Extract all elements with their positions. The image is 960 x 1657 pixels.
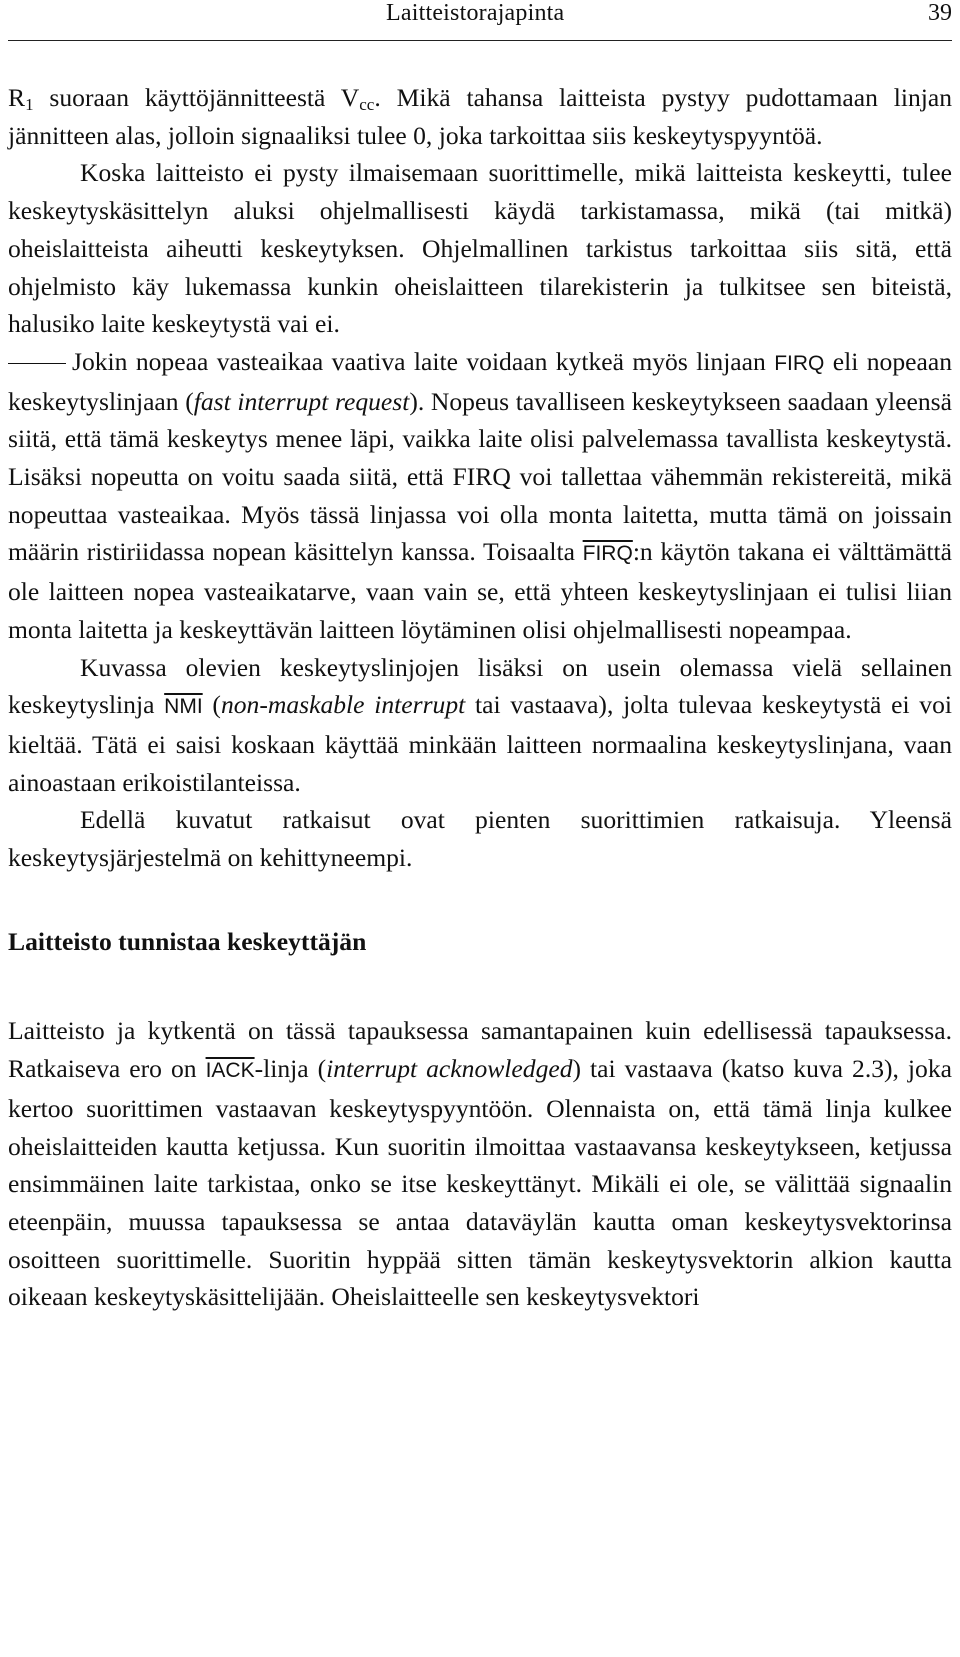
subscript: 1 — [25, 95, 34, 114]
text-run: suoraan käyttöjännitteestä V — [33, 83, 360, 112]
paragraph-2: Koska laitteisto ei pysty ilmaisemaan suorittimelle, mikä laitteista keskeytti, tulee keskeytyskäsittelyn aluksi ohjelmallisesti käydä tarkistamassa, mikä (tai mitkä) oheislaitteista aiheutti keskeytyksen. Ohjelmallinen tarkistus tarkoittaa siis sitä, että ohjelmisto käy lukemassa kunkin oheislaitteen tilarekisterin ja tulkitsee sen biteistä, halusiko laite keskeytystä vai ei. — [8, 158, 952, 339]
text-run: tai vastaava), jolta tulevaa keskeytystä ei voi kieltää. Tätä ei saisi koskaan käyttää minkään laitteen normaalina keskeytyslinjana, vaan ainoastaan erikoistilanteissa. — [8, 690, 953, 797]
paragraph-4 — [8, 649, 952, 802]
text-run: Kuvassa olevien keskeytyslinjojen lisäksi on usein olemassa vielä sellainen keskeytyslinja — [8, 652, 952, 720]
text-run: eli nopeaan keskeytyslinjaan ( — [8, 346, 952, 416]
signal-overline-mark — [8, 363, 66, 364]
page-number: 39 — [928, 0, 952, 26]
text-run: Laitteisto ja kytkentä on tässä tapauksessa samantapainen kuin edellisessä tapauksessa. Ratkaiseva ero on — [8, 1016, 952, 1084]
italic-term: interrupt acknowledged — [326, 1054, 573, 1084]
signal-name-firq: FIRQ — [774, 351, 825, 375]
chapter-title: Laitteistorajapinta — [386, 0, 565, 26]
paragraph-1 — [8, 79, 952, 154]
paragraph-5: Edellä kuvatut ratkaisut ovat pienten suorittimien ratkaisuja. Yleensä keskeytysjärjestelmä on kehittyneempi. — [8, 805, 952, 873]
text-run: Jokin nopeaa vasteaikaa vaativa laite voidaan kytkeä myös linjaan — [72, 346, 775, 376]
signal-name-firq: FIRQ — [582, 542, 633, 566]
italic-term: fast interrupt request — [193, 386, 410, 416]
text-run: ). Nopeus tavalliseen keskeytykseen saadaan yleensä siitä, että tämä keskeytys menee läpi, vaikka laite olisi palvelemassa tavallista keskeytystä. Lisäksi nopeutta on voitu saada siitä, että FIRQ voi tallettaa vähemmän rekistereitä, mikä nopeuttaa vasteaikaa. Myös tässä linjassa voi olla monta laitetta, mutta tämä on joissain määrin ristiriidassa nopean käsittelyn kanssa. Toisaalta — [8, 386, 952, 567]
text-run: ( — [202, 690, 221, 720]
signal-name-nmi: $\overline{NMI}$ — [164, 695, 203, 719]
document-page — [8, 0, 952, 1316]
text-run: -linja ( — [254, 1054, 327, 1084]
section-heading: Laitteisto tunnistaa keskeyttäjän — [8, 926, 367, 956]
text-run: :n käytön takana ei välttämättä ole laitteen nopea vasteaikatarve, vaan vain se, että yhteen keskeytyslinjaan ei tulisi liian monta laitetta ja keskeyttävän laitteen löytäminen olisi ohjelmallisesti nopeampaa. — [8, 537, 952, 644]
italic-term: non-maskable interrupt — [220, 690, 466, 720]
signal-name-iack: IACK — [205, 1059, 255, 1083]
text-run: ) tai vastaava (katso kuva 2.3), joka kertoo suorittimen vastaavan keskeytyspyyntöön. Olennaista on, että tämä linja kulkee oheislaitteiden kautta ketjussa. Kun suoritin ilmoittaa vastaavansa keskeytykseen, ketjussa ensimmäinen laite tarkistaa, onko se itse keskeyttänyt. Mikäli ei ole, se välittää signaalin eteenpäin, muussa tapauksessa se antaa dataväylän kautta oman keskeytysvektorinsa osoitteen suorittimelle. Suoritin hyppää sitten tämän keskeytysvektorin alkion kautta oikeaan keskeytyskäsittelijään. Oheislaitteelle sen keskeytysvektori — [8, 1054, 953, 1312]
paragraph-6 — [8, 1012, 952, 1316]
subscript: cc — [359, 95, 375, 114]
running-header — [8, 0, 952, 41]
body-text — [8, 79, 952, 1316]
paragraph-3 — [8, 343, 952, 649]
text-run: . Mikä tahansa laitteista pystyy pudottamaan linjan jännitteen alas, jolloin signaaliksi tulee 0, joka tarkoittaa siis keskeytyspyyntöä. — [8, 83, 953, 150]
text-run: R — [8, 83, 26, 112]
